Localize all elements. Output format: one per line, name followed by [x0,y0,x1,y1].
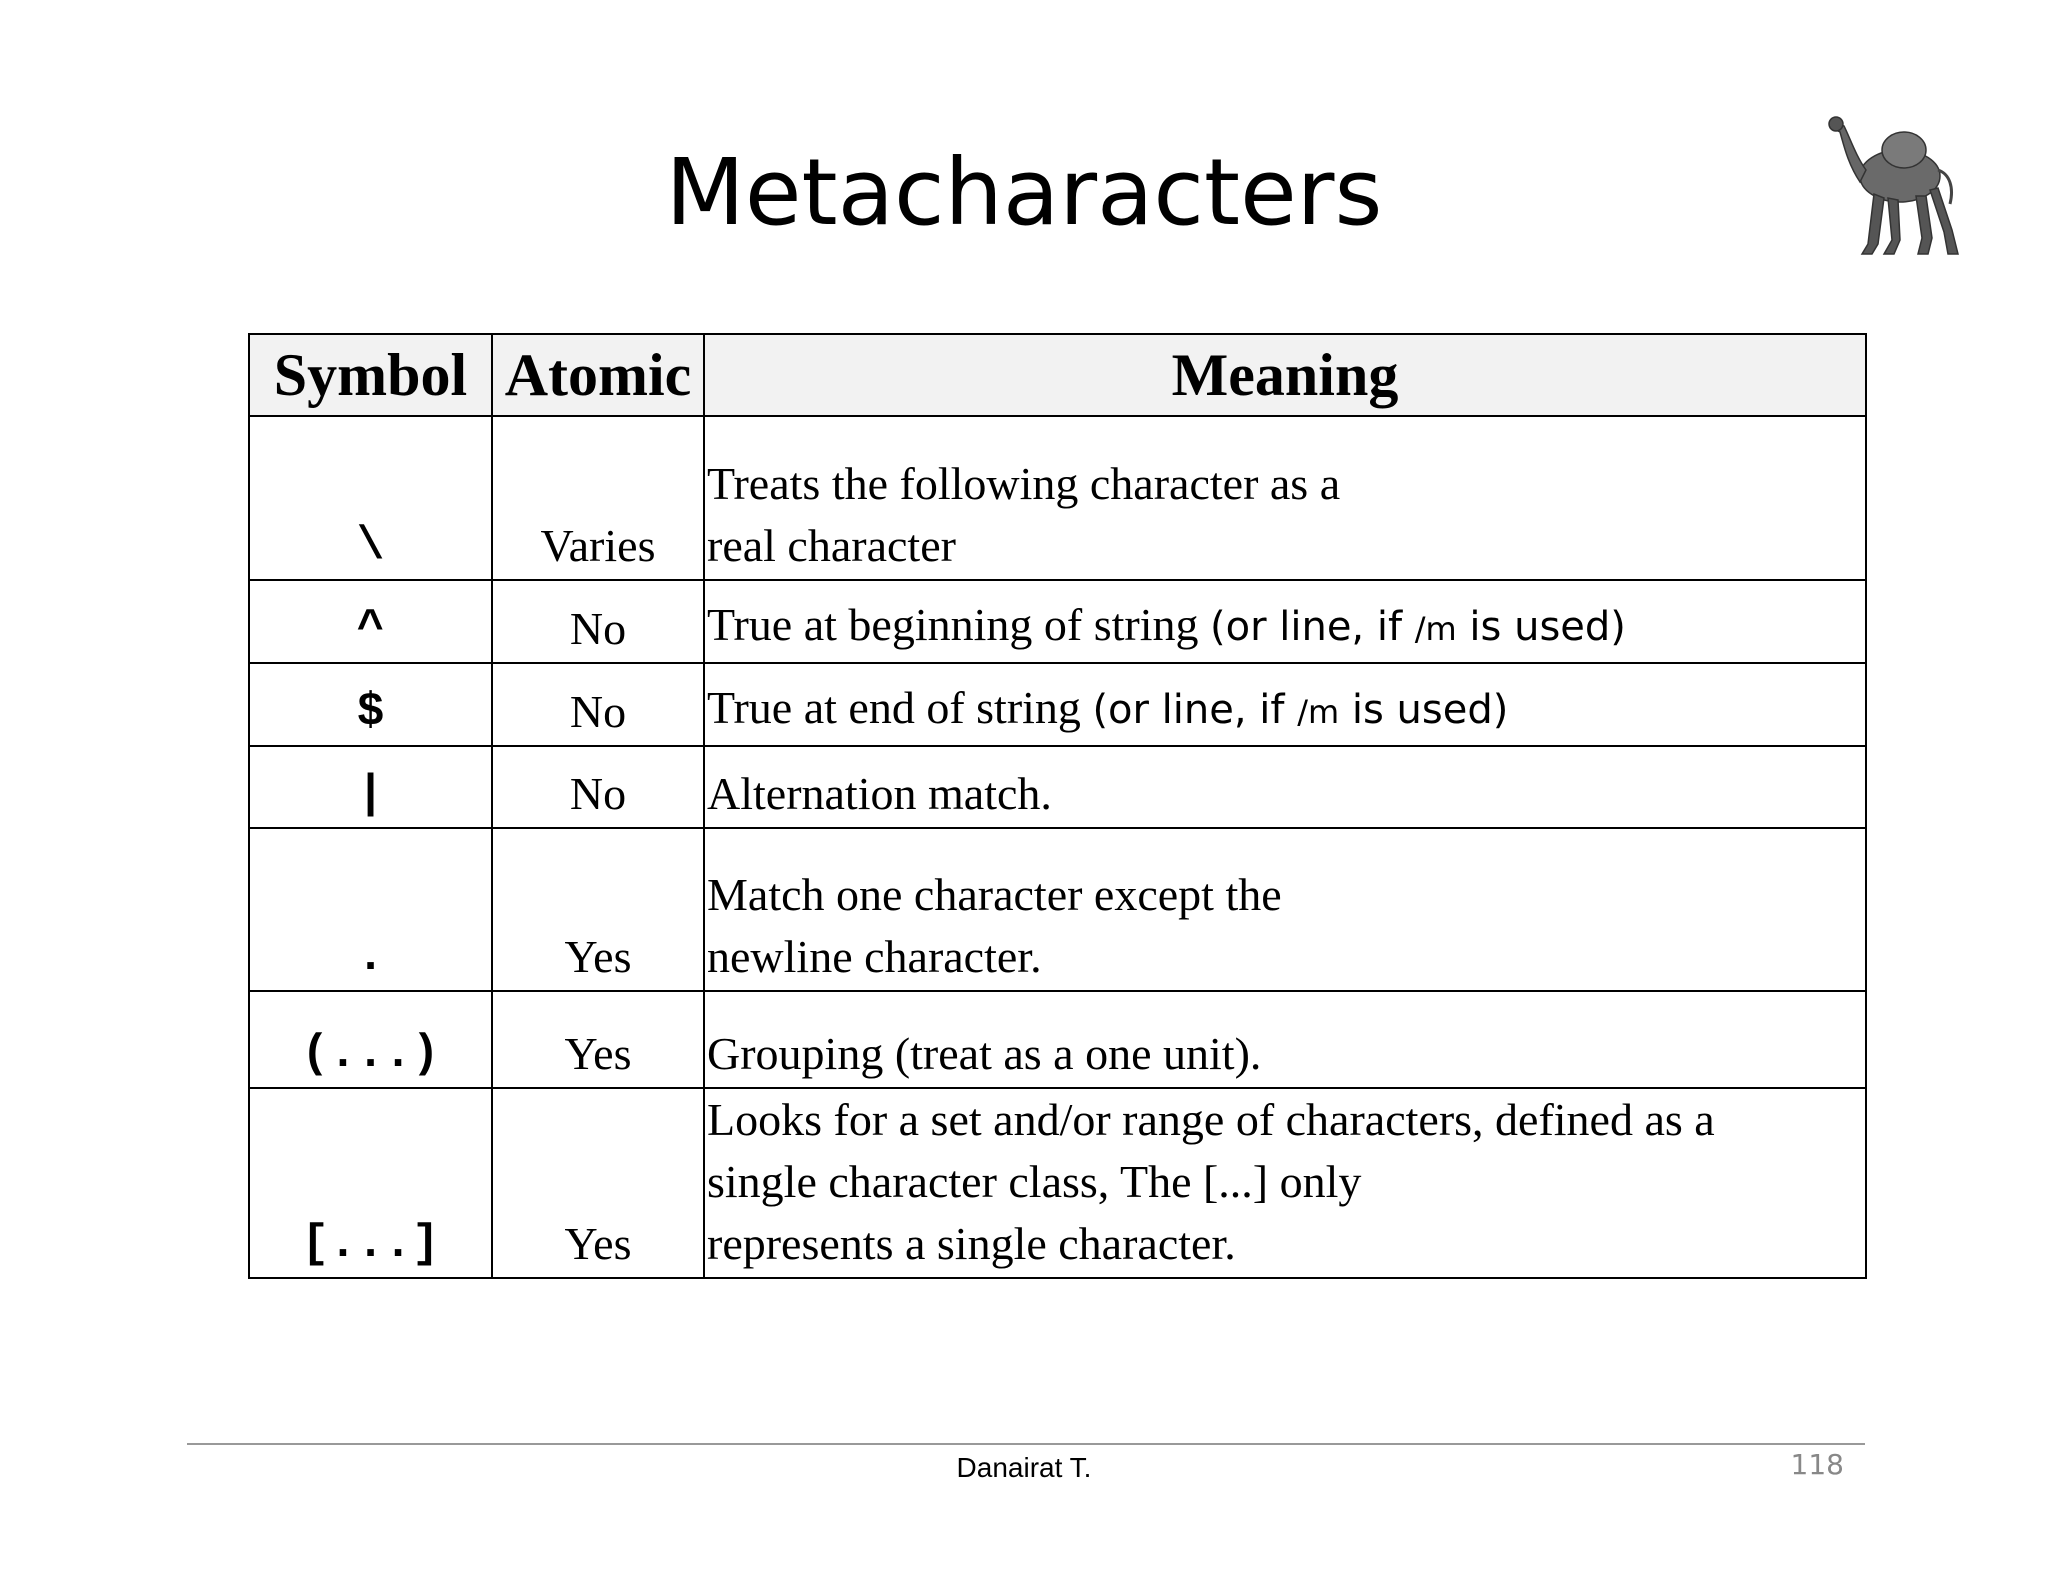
atomic-cell: Yes [492,991,704,1088]
meaning-line: Looks for a set and/or range of characters, defined as a [707,1094,1715,1145]
symbol-cell: [...] [249,1088,492,1278]
table-row [249,828,1866,991]
meaning-cell [704,416,1866,580]
atomic-cell: Yes [492,1088,704,1278]
meaning-line: Match one character except the [707,869,1282,920]
symbol-cell: | [249,746,492,828]
header-symbol: Symbol [249,334,492,416]
table-header-row [249,334,1866,416]
meaning-line: single character class, The [...] only [707,1156,1362,1207]
meaning-text: True at end of string [707,682,1081,733]
symbol-cell: $ [249,663,492,746]
footer-divider [187,1443,1865,1445]
camel-icon [1822,108,1962,256]
meaning-line: Treats the following character as a [707,458,1341,509]
meaning-cell [704,663,1866,746]
note-suffix: is used) [1456,604,1626,650]
table-row [249,580,1866,663]
note-code: /m [1297,693,1340,731]
meaning-line: represents a single character. [707,1218,1236,1269]
table-row [249,416,1866,580]
page-number: 118 [1790,1448,1844,1481]
meaning-text: True at beginning of string [707,599,1199,650]
note-suffix: is used) [1339,687,1509,733]
symbol-cell: \ [249,416,492,580]
meaning-cell: Alternation match. [704,746,1866,828]
table-row [249,663,1866,746]
meaning-line: real character [707,520,956,571]
footer-author: Danairat T. [956,1452,1092,1483]
table-row [249,746,1866,828]
meaning-cell: Grouping (treat as a one unit). [704,991,1866,1088]
meaning-note [1092,687,1508,733]
symbol-cell: ^ [249,580,492,663]
header-meaning: Meaning [704,334,1866,416]
atomic-cell: Yes [492,828,704,991]
atomic-cell: Varies [492,416,704,580]
atomic-cell: No [492,580,704,663]
note-code: /m [1414,610,1457,648]
meaning-cell [704,828,1866,991]
atomic-cell: No [492,746,704,828]
metacharacters-table [248,333,1867,1279]
note-prefix: (or line, if [1092,687,1298,733]
page-title: Metacharacters [665,139,1383,246]
table-row [249,1088,1866,1278]
note-prefix: (or line, if [1210,604,1415,650]
atomic-cell: No [492,663,704,746]
meaning-line: newline character. [707,931,1042,982]
symbol-cell: . [249,828,492,991]
header-atomic: Atomic [492,334,704,416]
meaning-note [1210,604,1626,650]
symbol-cell: (...) [249,991,492,1088]
table-row [249,991,1866,1088]
meaning-cell [704,580,1866,663]
meaning-cell [704,1088,1866,1278]
